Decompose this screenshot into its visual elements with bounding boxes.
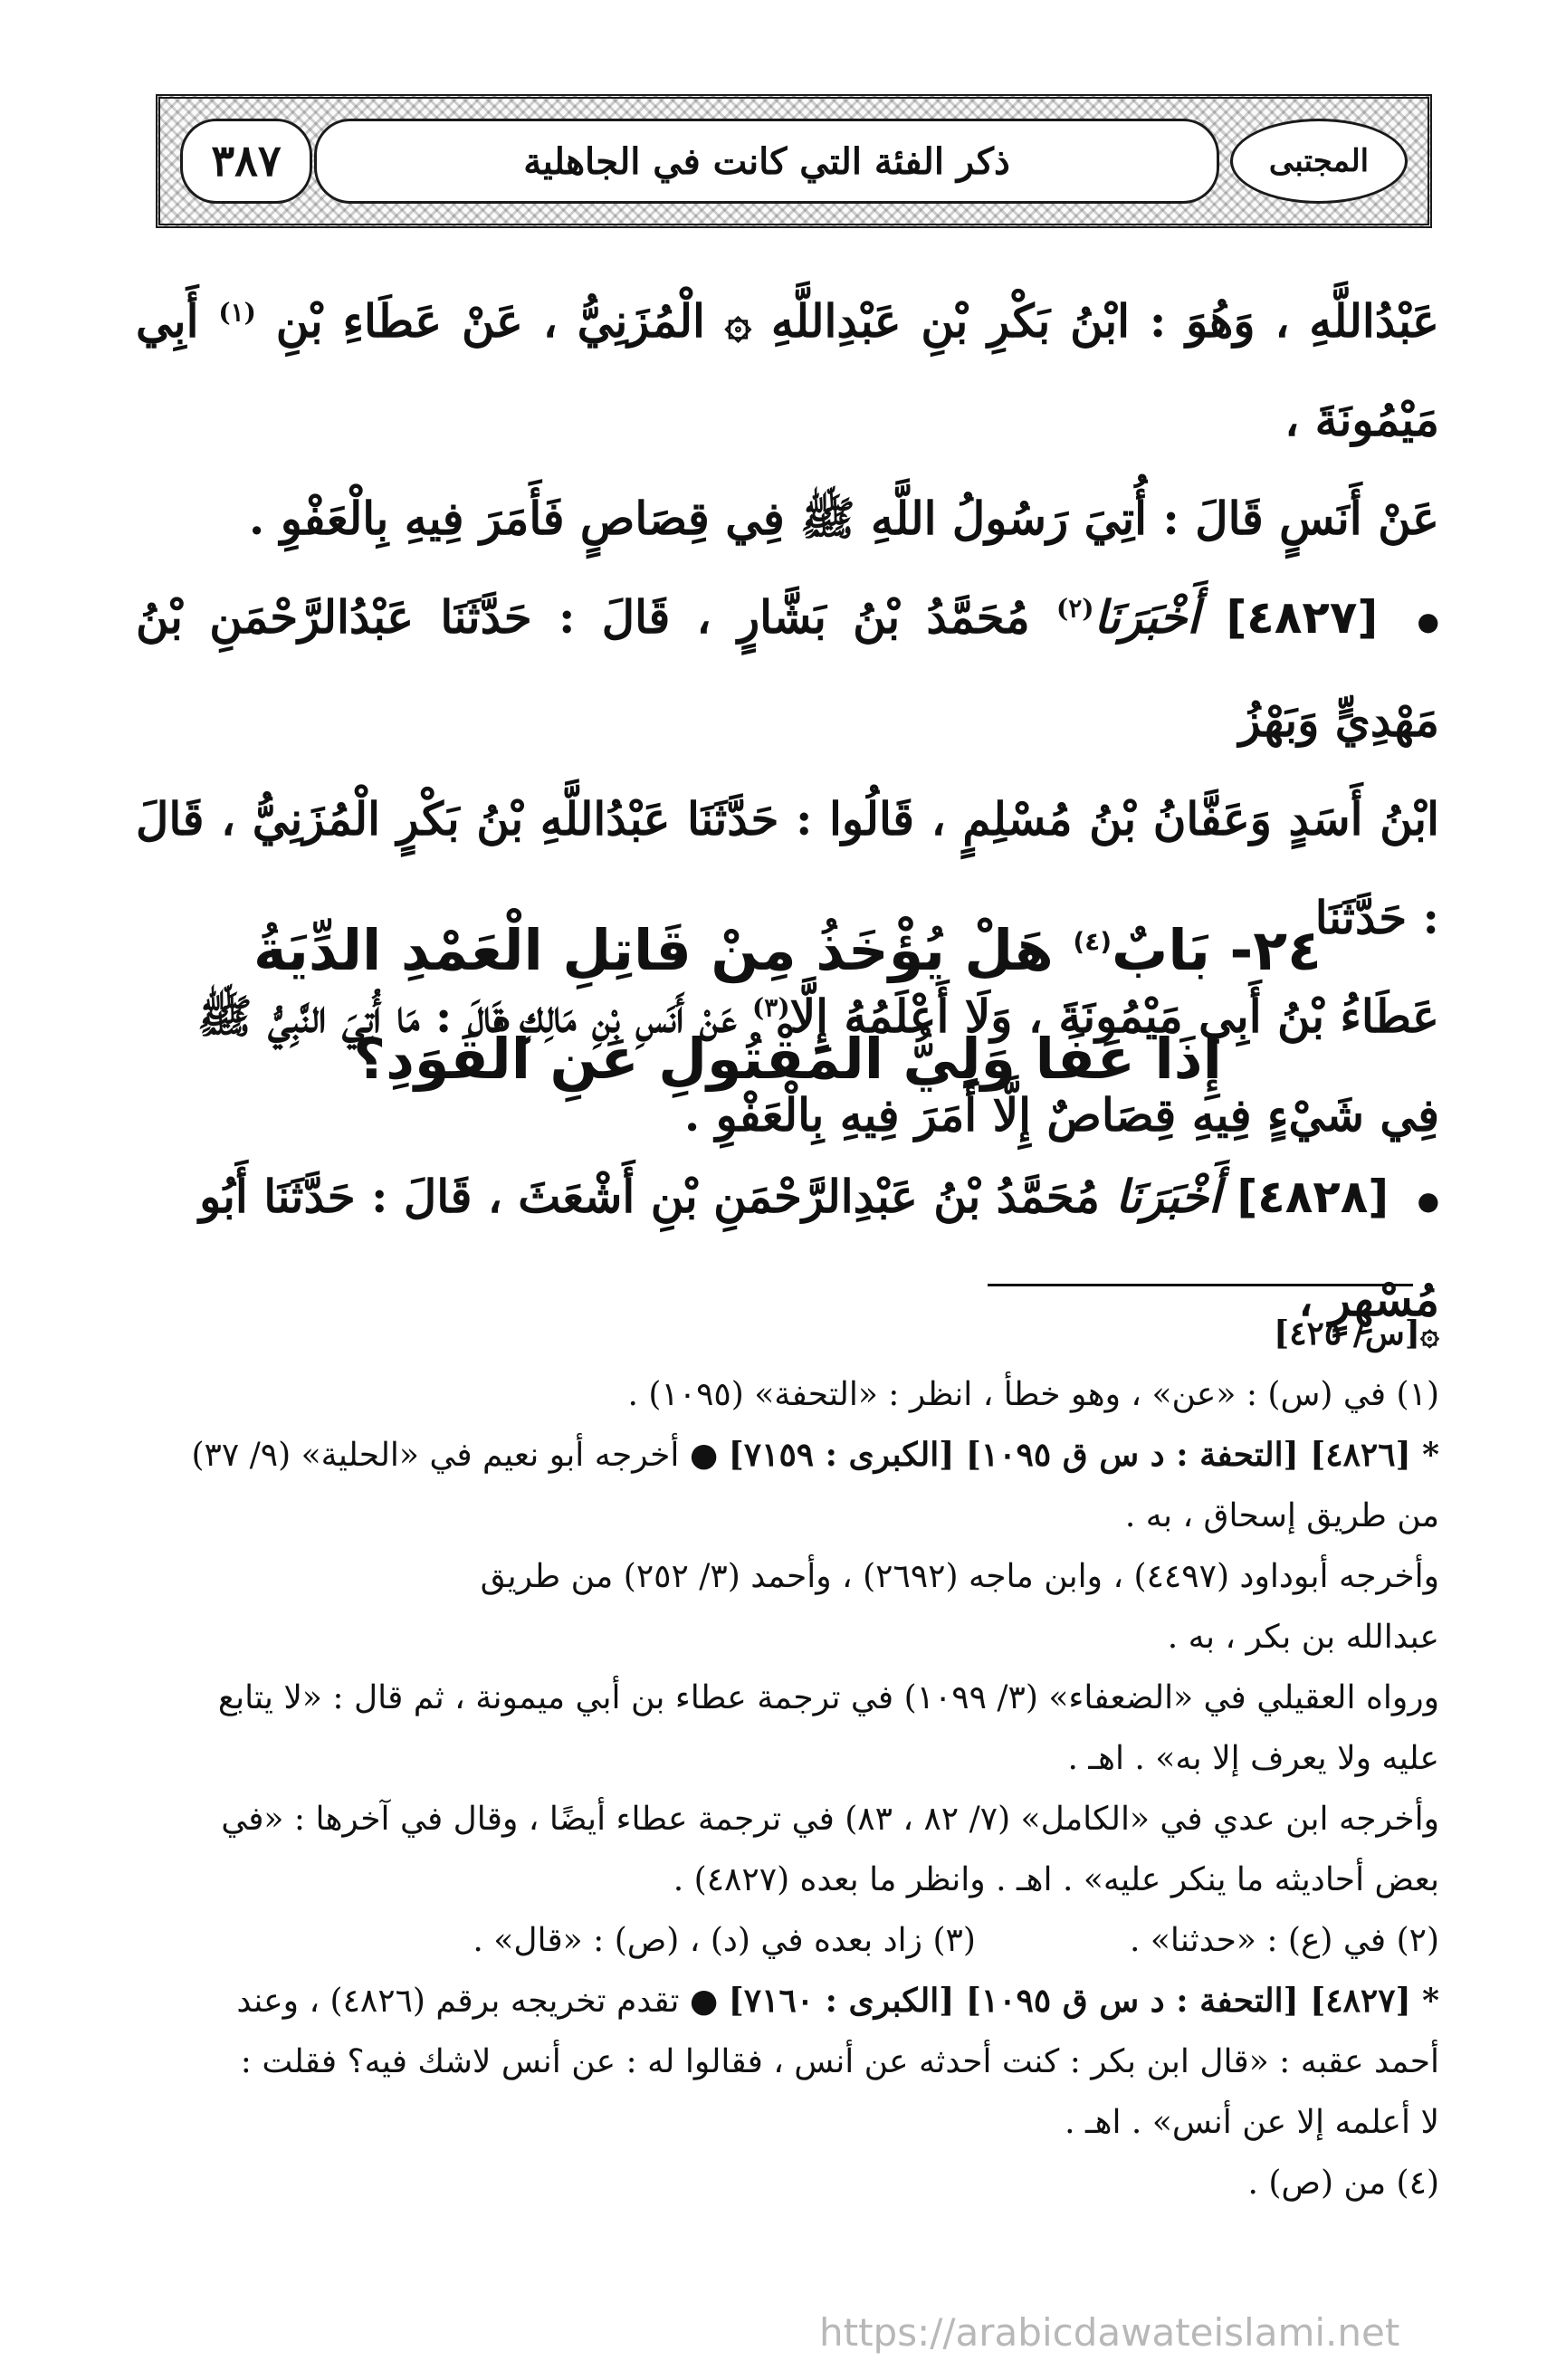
chapter-heading-line1 [136, 896, 1439, 1005]
hadith-4828-text: مُحَمَّدُ بْنُ عَبْدِالرَّحْمَنِ بْنِ أَشْعَثَ ، قَالَ : حَدَّثَنَا أَبُو مُسْهِرٍ ، [199, 1170, 1439, 1326]
chapter-heading [136, 896, 1439, 1114]
takhrij-4826-head: * [٤٨٢٦] [التحفة : د س ق ١٠٩٥] [الكبرى : ٧١٥٩] [728, 1436, 1439, 1474]
takhrij-4827-head: * [٤٨٢٧] [التحفة : د س ق ١٠٩٥] [الكبرى : ٧١٦٠] [728, 1982, 1439, 2020]
footnote-marker-2: (٢) [1055, 593, 1094, 624]
footnote-marker-4: (٤) [1073, 926, 1113, 957]
footnotes-2-3 [136, 1910, 1439, 1971]
footnote-divider [988, 1284, 1413, 1286]
book-logo [1230, 119, 1408, 204]
takhrij-4826-line8: بعض أحاديثه ما ينكر عليه» . اهـ . وانظر ما بعده (٤٨٢٧) . [673, 1861, 1439, 1898]
takhrij-4827-line3: لا أعلمه إلا عن أنس» . اهـ . [1065, 2104, 1439, 2141]
akhbarana-word: أَخْبَرَنَا [1115, 1170, 1221, 1223]
page-number-frame [180, 119, 312, 204]
footnote-4: (٤) من (ص) . [1247, 2165, 1439, 2202]
footnotes [136, 1304, 1439, 2213]
chapter-number: ٢٤- [1229, 917, 1322, 983]
bullet-icon: ● [1417, 606, 1439, 636]
footnote-marker-3: (٣) [752, 991, 790, 1022]
akhbarana-word: أَخْبَرَنَا [1093, 590, 1200, 644]
line1-text: عَبْدُاللَّهِ ، وَهُوَ : ابْنُ بَكْرِ بْنِ عَبْدِاللَّهِ ۞ الْمُزَنِيُّ ، عَنْ عَطَاءِ بْنِ [275, 294, 1439, 348]
footnote-3: (٣) زاد بعده في (د) ، (ص) : «قال» . [473, 1922, 976, 1959]
page-number: ٣٨٧ [211, 136, 282, 186]
hadith-number: [٤٨٢٧] [1226, 591, 1379, 644]
page-reference: ۞[س/ ٤٢٥] [1274, 1314, 1439, 1352]
line3a-text: عَطَاءُ بْنُ أَبِي مَيْمُونَةَ ، وَلَا أَعْلَمُهُ إِلَّا [789, 989, 1439, 1043]
book-logo-text: المجتبى [1268, 143, 1370, 179]
chapter-bab: بَابٌ [1112, 917, 1210, 983]
footnote-2: (٢) في (ع) : «حدثنا» . [1129, 1922, 1439, 1959]
takhrij-4826-line2: من طريق إسحاق ، به . [1124, 1497, 1439, 1534]
watermark-url: https://arabicdawateislami.net [819, 2310, 1400, 2355]
chapter-title-1: هَلْ يُؤْخَذُ مِنْ قَاتِلِ الْعَمْدِ الدِّيَةُ [253, 917, 1054, 983]
takhrij-4827-rest: ● تقدم تخريجه برقم (٤٨٢٦) ، وعند [236, 1983, 719, 2020]
takhrij-4826-line6: عليه ولا يعرف إلا به» . اهـ . [1067, 1740, 1439, 1777]
takhrij-4826-line5: ورواه العقيلي في «الضعفاء» (٣/ ١٠٩٩) في ترجمة عطاء بن أبي ميمونة ، ثم قال : «لا يتابع [217, 1679, 1439, 1716]
bullet-icon: ● [1417, 1185, 1439, 1216]
footnote-1: (١) في (س) : «عن» ، وهو خطأ ، انظر : «التحفة» (١٠٩٥) . [627, 1376, 1439, 1413]
running-title: ذكر الفئة التي كانت في الجاهلية [523, 139, 1010, 183]
text-line-2: عَنْ أَنَسٍ قَالَ : أُتِيَ رَسُولُ اللَّهِ ﷺ فِي قِصَاصٍ فَأَمَرَ فِيهِ بِالْعَفْوِ . [248, 492, 1439, 545]
hadith-4827-line1: مُحَمَّدُ بْنُ بَشَّارٍ ، قَالَ : حَدَّثَنَا عَبْدُالرَّحْمَنِ بْنُ مَهْدِيٍّ وَبَهْزُ [136, 590, 1439, 747]
chapter-title-frame [314, 119, 1219, 204]
hadith-4827-line4: فِي شَيْءٍ فِيهِ قِصَاصٌ إِلَّا أَمَرَ فِيهِ بِالْعَفْوِ . [683, 1087, 1439, 1142]
footnote-marker-1: (١) [218, 297, 256, 328]
hadith-4827-line2: ابْنُ أَسَدٍ وَعَفَّانُ بْنُ مُسْلِمٍ ، قَالُوا : حَدَّثَنَا عَبْدُاللَّهِ بْنُ بَكْرٍ الْمُزَنِيُّ ، قَالَ : حَدَّثَنَا [136, 791, 1439, 944]
takhrij-4826-rest: ● أخرجه أبو نعيم في «الحلية» (٩/ ٣٧) [191, 1437, 719, 1474]
chapter-heading-line2: إِذَا عَفَا وَلِيُّ الْمَقْتُولِ عَنِ الْقَوَدِ؟ [353, 1026, 1222, 1092]
page-header [156, 94, 1432, 228]
takhrij-4827-line2: أحمد عقبه : «قال ابن بكر : كنت أحدثه عن أنس ، فقالوا له : عن أنس لاشك فيه؟ فقلت : [240, 2043, 1439, 2080]
takhrij-4826-line7: وأخرجه ابن عدي في «الكامل» (٧/ ٨٢ ، ٨٣) في ترجمة عطاء أيضًا ، وقال في آخرها : «في [221, 1801, 1439, 1838]
line3b-text: عَنْ أَنَسِ بْنِ مَالِكٍ قَالَ : مَا أُتِيَ النَّبِيُّ ﷺ [197, 989, 737, 1043]
takhrij-4826-line4: عبدالله بن بكر ، به . [1167, 1619, 1439, 1656]
takhrij-4827 [136, 1971, 1439, 2031]
takhrij-4826-line3: وأخرجه أبوداود (٤٤٩٧) ، وابن ماجه (٢٦٩٢) ، وأحمد (٣/ ٢٥٢) من طريق [480, 1558, 1439, 1595]
takhrij-4826 [136, 1425, 1439, 1486]
text-line-1 [136, 272, 1439, 469]
hadith-4827 [136, 568, 1439, 769]
line1-end-text: أَبِي مَيْمُونَةَ ، [136, 294, 1439, 446]
hadith-number: [٤٨٢٨] [1237, 1171, 1389, 1223]
